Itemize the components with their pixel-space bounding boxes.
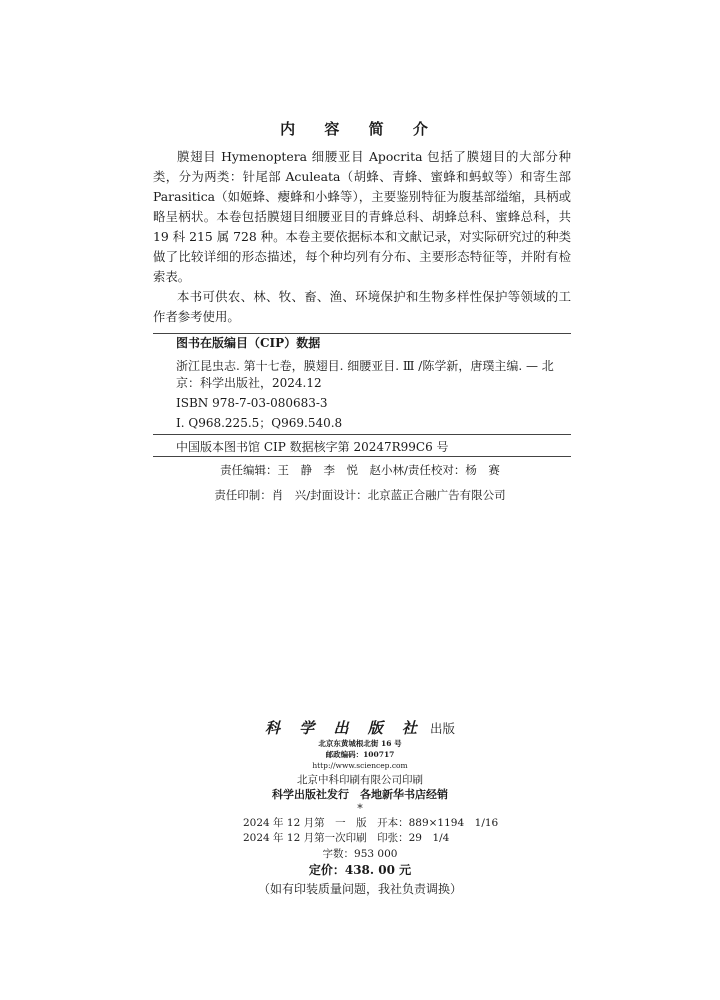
cip-mid-rule	[153, 434, 571, 435]
summary-paragraph: 膜翅目 Hymenoptera 细腰亚目 Apocrita 包括了膜翅目的大部分种类，分为两类：针尾部 Aculeata（胡蜂、青蜂、蜜蜂和蚂蚁等）和寄生部 Parasitica（如姬蜂、瘿蜂和小蜂等），主要鉴别特征为腹基部缢缩，具柄或略呈柄状。本卷包括膜翅目细腰亚目的青蜂总科、胡蜂总科、蜜蜂总科，共 19 科 215 属 728 种。本卷主要依据标本和文献记录，对实际研究过的种类做了比较详细的形态描述，每个种均列有分布、主要形态特征等，并附有检索表。	[153, 149, 571, 284]
summary-body	[153, 147, 571, 327]
publisher-zip: 邮政编码：100717	[325, 750, 395, 759]
publisher-suffix: 出版	[429, 721, 455, 736]
cip-number: 中国版本图书馆 CIP 数据核字第 20247R99C6 号	[176, 440, 449, 454]
separator-star: *	[357, 802, 363, 815]
distribution-line: 科学出版社发行 各地新华书店经销	[272, 788, 448, 801]
edition-line: 2024 年 12 月第 一 版 开本：889×1194 1/16	[243, 817, 499, 829]
summary-title: 内 容 简 介	[280, 120, 440, 138]
quality-notice: （如有印装质量问题，我社负责调换）	[257, 882, 462, 896]
cip-top-rule	[153, 333, 571, 334]
cip-isbn: ISBN 978-7-03-080683-3	[176, 396, 328, 410]
cip-bottom-rule	[153, 456, 571, 457]
printer-line: 北京中科印刷有限公司印刷	[297, 774, 423, 786]
word-count: 字数：953 000	[322, 848, 398, 860]
printing-line: 2024 年 12 月第一次印刷 印张：29 1/4	[243, 832, 450, 844]
editor-credits: 责任编辑：王 静 李 悦 赵小林/责任校对：杨 赛	[220, 463, 500, 477]
publisher-url: http://www.sciencep.com	[312, 761, 408, 770]
publisher-address: 北京东黄城根北街 16 号	[318, 739, 402, 748]
production-credits: 责任印制：肖 兴/封面设计：北京蓝正合融广告有限公司	[214, 488, 506, 502]
price: 定价：438. 00 元	[308, 863, 412, 877]
cip-heading: 图书在版编目（CIP）数据	[176, 336, 321, 350]
publisher-logo: 科 学 出 版 社	[265, 719, 424, 737]
publisher-line	[0, 717, 720, 738]
cip-classification: Ⅰ. Q968.225.5；Q969.540.8	[176, 416, 343, 430]
cip-entry: 浙江昆虫志. 第十七卷，膜翅目. 细腰亚目. Ⅲ /陈学新，唐璞主编. — 北京：科学出版社，2024.12	[176, 359, 554, 390]
summary-paragraph: 本书可供农、林、牧、畜、渔、环境保护和生物多样性保护等领域的工作者参考使用。	[153, 289, 571, 324]
